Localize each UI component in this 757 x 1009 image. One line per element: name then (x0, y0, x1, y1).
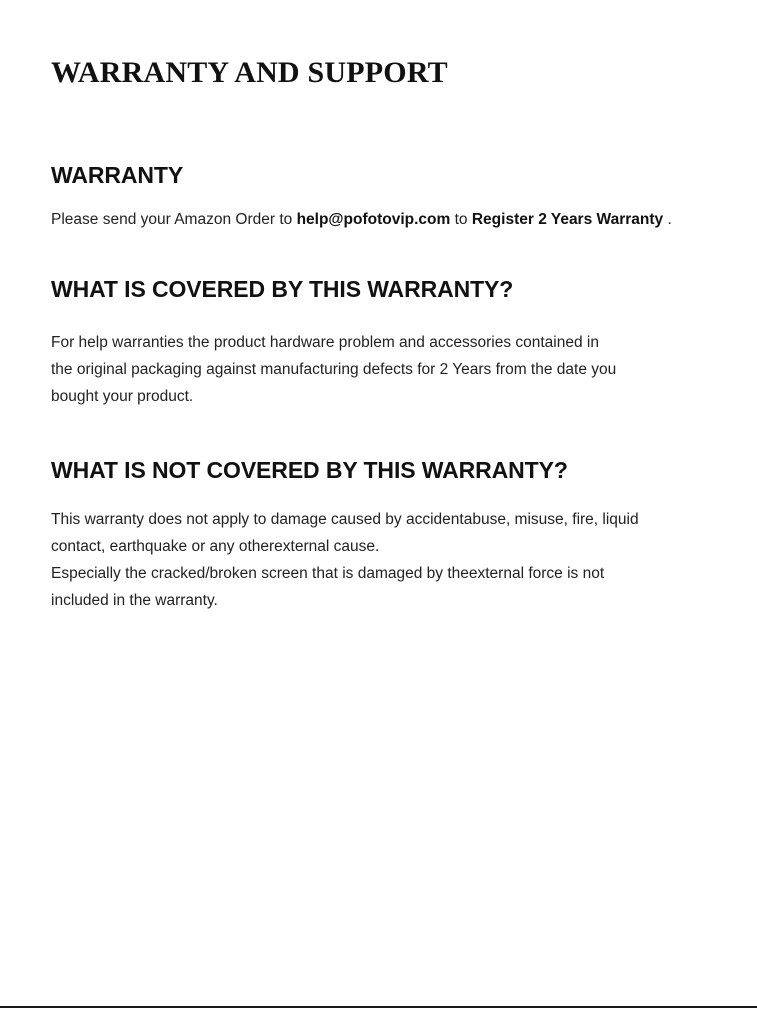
covered-line: For help warranties the product hardware problem and accessories contained in (51, 334, 599, 351)
instruction-end: . (663, 211, 672, 228)
page-title: WARRANTY AND SUPPORT (51, 56, 448, 89)
not-covered-line: contact, earthquake or any otherexternal cause. (51, 538, 380, 555)
support-email: help@pofotovip.com (296, 211, 451, 228)
warranty-instructions (51, 206, 672, 233)
not-covered-paragraph (51, 506, 639, 614)
instruction-text: Please send your Amazon Order to (51, 211, 297, 228)
warranty-heading: WARRANTY (51, 162, 184, 188)
not-covered-line: This warranty does not apply to damage caused by accidentabuse, misuse, fire, liquid (51, 511, 639, 528)
bottom-divider (0, 1006, 757, 1008)
not-covered-line: Especially the cracked/broken screen that is damaged by theexternal force is not (51, 565, 605, 582)
not-covered-heading: WHAT IS NOT COVERED BY THIS WARRANTY? (51, 457, 568, 483)
instruction-connector: to (450, 211, 472, 228)
covered-line: the original packaging against manufacturing defects for 2 Years from the date you (51, 361, 617, 378)
register-warranty-label: Register 2 Years Warranty (471, 211, 664, 228)
covered-heading: WHAT IS COVERED BY THIS WARRANTY? (51, 276, 514, 302)
not-covered-line: included in the warranty. (51, 592, 218, 609)
covered-paragraph (51, 329, 616, 410)
covered-line: bought your product. (51, 388, 194, 405)
warranty-instructions-line (51, 206, 672, 233)
